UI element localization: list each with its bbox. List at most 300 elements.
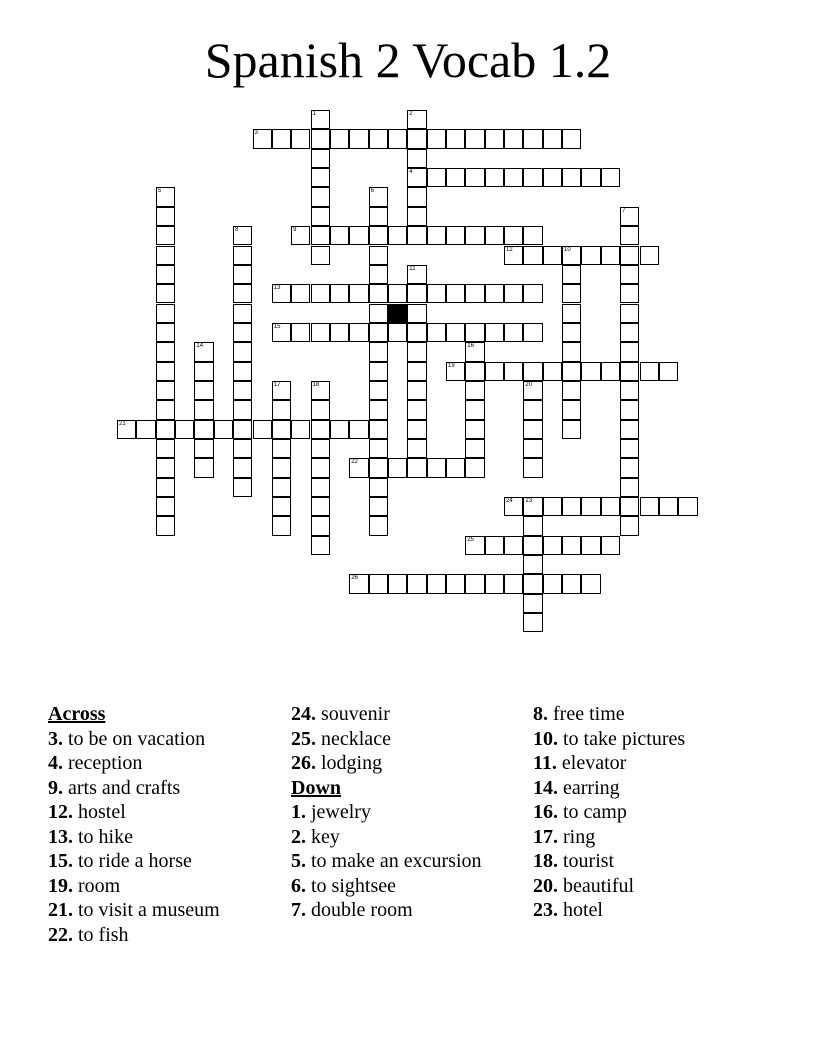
grid-cell[interactable]	[562, 304, 581, 323]
grid-cell[interactable]	[562, 497, 581, 516]
grid-cell[interactable]	[407, 168, 426, 187]
grid-cell[interactable]	[427, 284, 446, 303]
grid-cell[interactable]	[311, 187, 330, 206]
across-clue	[291, 727, 482, 752]
grid-cell[interactable]	[446, 226, 465, 245]
grid-cell[interactable]	[369, 381, 388, 400]
grid-cell[interactable]	[465, 342, 484, 361]
grid-cell[interactable]	[407, 458, 426, 477]
grid-cell[interactable]	[233, 381, 252, 400]
grid-cell[interactable]	[291, 129, 310, 148]
grid-cell[interactable]	[291, 420, 310, 439]
grid-cell[interactable]	[523, 323, 542, 342]
grid-cell[interactable]	[349, 420, 368, 439]
grid-cell[interactable]	[620, 246, 639, 265]
across-clue	[291, 702, 482, 727]
grid-cell[interactable]	[465, 574, 484, 593]
grid-cell[interactable]	[369, 439, 388, 458]
clue-text: to sightsee	[311, 874, 396, 897]
grid-cell[interactable]	[620, 458, 639, 477]
grid-cell[interactable]	[369, 497, 388, 516]
grid-cell[interactable]	[407, 381, 426, 400]
across-clue	[48, 727, 220, 752]
grid-cell[interactable]	[446, 323, 465, 342]
clue-section-heading: Down	[291, 776, 342, 799]
grid-cell[interactable]	[349, 129, 368, 148]
grid-cell[interactable]	[349, 458, 368, 477]
grid-cell[interactable]	[388, 129, 407, 148]
grid-cell[interactable]	[640, 497, 659, 516]
grid-cell[interactable]	[640, 246, 659, 265]
clue-number-label: 16	[467, 343, 474, 350]
grid-cell[interactable]	[620, 342, 639, 361]
grid-cell[interactable]	[659, 362, 678, 381]
clue-number: 12.	[48, 801, 73, 823]
grid-cell[interactable]	[407, 342, 426, 361]
grid-cell[interactable]	[291, 284, 310, 303]
grid-cell[interactable]	[311, 536, 330, 555]
across-clue	[48, 849, 220, 874]
grid-cell[interactable]	[620, 284, 639, 303]
grid-cell[interactable]	[233, 420, 252, 439]
grid-cell[interactable]	[156, 342, 175, 361]
grid-cell[interactable]	[485, 536, 504, 555]
grid-cell[interactable]	[523, 555, 542, 574]
grid-cell[interactable]	[407, 400, 426, 419]
clue-number: 6.	[291, 874, 306, 897]
grid-cell[interactable]	[485, 574, 504, 593]
grid-cell[interactable]	[485, 129, 504, 148]
grid-cell[interactable]	[620, 362, 639, 381]
grid-cell[interactable]	[407, 149, 426, 168]
grid-cell[interactable]	[465, 129, 484, 148]
grid-cell[interactable]	[349, 226, 368, 245]
grid-cell[interactable]	[407, 323, 426, 342]
grid-cell[interactable]	[465, 400, 484, 419]
grid-cell[interactable]	[233, 284, 252, 303]
clue-number-label: 6	[370, 188, 374, 195]
grid-cell[interactable]	[233, 226, 252, 245]
grid-cell[interactable]	[523, 594, 542, 613]
clue-text: key	[311, 825, 340, 848]
grid-cell[interactable]	[543, 246, 562, 265]
grid-cell[interactable]	[311, 478, 330, 497]
clue-column-2	[291, 702, 482, 923]
down-clue	[291, 825, 482, 850]
grid-cell[interactable]	[233, 246, 252, 265]
grid-cell[interactable]	[504, 246, 523, 265]
grid-cell[interactable]	[465, 420, 484, 439]
grid-cell[interactable]	[562, 342, 581, 361]
grid-cell[interactable]	[311, 110, 330, 129]
grid-cell[interactable]	[369, 226, 388, 245]
grid-cell[interactable]	[369, 342, 388, 361]
grid-cell[interactable]	[369, 187, 388, 206]
grid-cell[interactable]	[620, 420, 639, 439]
grid-cell[interactable]	[369, 284, 388, 303]
grid-cell[interactable]	[194, 458, 213, 477]
grid-cell[interactable]	[369, 246, 388, 265]
grid-cell[interactable]	[465, 226, 484, 245]
grid-cell[interactable]	[523, 536, 542, 555]
grid-cell[interactable]	[446, 362, 465, 381]
grid-cell[interactable]	[543, 536, 562, 555]
grid-cell[interactable]	[330, 323, 349, 342]
grid-cell[interactable]	[562, 420, 581, 439]
grid-cell[interactable]	[233, 304, 252, 323]
grid-cell[interactable]	[369, 129, 388, 148]
grid-cell[interactable]	[523, 613, 542, 632]
grid-cell[interactable]	[485, 168, 504, 187]
grid-cell[interactable]	[504, 497, 523, 516]
grid-cell[interactable]	[194, 362, 213, 381]
grid-cell[interactable]	[156, 187, 175, 206]
grid-cell[interactable]	[233, 265, 252, 284]
grid-cell[interactable]	[523, 168, 542, 187]
grid-cell[interactable]	[311, 420, 330, 439]
grid-cell[interactable]	[523, 420, 542, 439]
grid-cell[interactable]	[465, 458, 484, 477]
grid-cell[interactable]	[369, 362, 388, 381]
grid-cell[interactable]	[465, 323, 484, 342]
grid-cell[interactable]	[465, 284, 484, 303]
grid-cell[interactable]	[581, 497, 600, 516]
grid-cell[interactable]	[581, 246, 600, 265]
grid-cell[interactable]	[407, 207, 426, 226]
grid-cell[interactable]	[485, 323, 504, 342]
grid-cell[interactable]	[272, 381, 291, 400]
grid-cell[interactable]	[233, 478, 252, 497]
grid-cell[interactable]	[562, 284, 581, 303]
grid-cell[interactable]	[407, 110, 426, 129]
grid-cell[interactable]	[407, 439, 426, 458]
grid-cell[interactable]	[156, 381, 175, 400]
clue-number-label: 22	[351, 459, 358, 466]
across-clue	[48, 923, 220, 948]
grid-cell[interactable]	[465, 439, 484, 458]
grid-cell[interactable]	[311, 129, 330, 148]
grid-cell[interactable]	[311, 168, 330, 187]
grid-cell[interactable]	[233, 400, 252, 419]
grid-cell[interactable]	[543, 574, 562, 593]
grid-cell[interactable]	[562, 536, 581, 555]
clue-number: 1.	[291, 801, 306, 823]
down-clue	[533, 874, 685, 899]
grid-cell[interactable]	[620, 497, 639, 516]
grid-cell[interactable]	[485, 284, 504, 303]
grid-cell[interactable]	[194, 381, 213, 400]
grid-cell[interactable]	[407, 420, 426, 439]
grid-cell[interactable]	[427, 574, 446, 593]
grid-cell[interactable]	[504, 129, 523, 148]
grid-cell[interactable]	[369, 207, 388, 226]
clue-text: to visit a museum	[78, 899, 220, 921]
grid-cell[interactable]	[272, 129, 291, 148]
grid-cell[interactable]	[407, 362, 426, 381]
grid-cell[interactable]	[620, 516, 639, 535]
grid-cell[interactable]	[233, 362, 252, 381]
grid-cell[interactable]	[349, 284, 368, 303]
grid-cell[interactable]	[369, 458, 388, 477]
grid-cell[interactable]	[388, 458, 407, 477]
grid-cell[interactable]	[465, 362, 484, 381]
grid-cell[interactable]	[523, 400, 542, 419]
clue-text: earring	[563, 776, 620, 799]
across-clue	[48, 776, 220, 801]
grid-cell[interactable]	[156, 458, 175, 477]
down-clue	[291, 800, 482, 825]
grid-cell[interactable]	[194, 439, 213, 458]
grid-cell[interactable]	[465, 536, 484, 555]
grid-cell[interactable]	[543, 497, 562, 516]
grid-cell[interactable]	[523, 381, 542, 400]
grid-cell[interactable]	[233, 323, 252, 342]
grid-cell[interactable]	[291, 323, 310, 342]
across-clue	[48, 874, 220, 899]
grid-cell[interactable]	[465, 381, 484, 400]
grid-cell[interactable]	[427, 226, 446, 245]
grid-cell[interactable]	[233, 439, 252, 458]
grid-cell[interactable]	[678, 497, 697, 516]
clue-number: 17.	[533, 825, 558, 848]
grid-cell[interactable]	[407, 226, 426, 245]
grid-cell[interactable]	[272, 497, 291, 516]
grid-cell[interactable]	[523, 284, 542, 303]
clue-number-label: 8	[235, 227, 239, 234]
grid-cell[interactable]	[311, 149, 330, 168]
grid-cell[interactable]	[156, 439, 175, 458]
grid-cell[interactable]	[407, 284, 426, 303]
grid-cell[interactable]	[407, 574, 426, 593]
grid-cell[interactable]	[581, 574, 600, 593]
grid-cell[interactable]	[601, 497, 620, 516]
grid-cell[interactable]	[523, 574, 542, 593]
grid-cell[interactable]	[427, 458, 446, 477]
grid-cell[interactable]	[311, 323, 330, 342]
grid-cell[interactable]	[136, 420, 155, 439]
grid-cell[interactable]	[156, 362, 175, 381]
grid-cell[interactable]	[388, 226, 407, 245]
clue-number-label: 15	[273, 323, 281, 330]
grid-cell[interactable]	[311, 400, 330, 419]
grid-cell[interactable]	[640, 362, 659, 381]
grid-cell[interactable]	[427, 323, 446, 342]
grid-cell[interactable]	[562, 400, 581, 419]
grid-cell[interactable]	[156, 400, 175, 419]
grid-cell[interactable]	[562, 381, 581, 400]
grid-cell[interactable]	[311, 226, 330, 245]
grid-cell[interactable]	[156, 497, 175, 516]
grid-cell[interactable]	[485, 362, 504, 381]
grid-cell[interactable]	[388, 323, 407, 342]
grid-cell[interactable]	[620, 400, 639, 419]
grid-cell[interactable]	[446, 284, 465, 303]
grid-cell[interactable]	[407, 129, 426, 148]
clue-number-label: 21	[119, 420, 126, 427]
grid-cell[interactable]	[369, 400, 388, 419]
grid-cell[interactable]	[272, 439, 291, 458]
grid-cell[interactable]	[349, 574, 368, 593]
grid-cell[interactable]	[543, 362, 562, 381]
grid-cell[interactable]	[388, 574, 407, 593]
grid-cell[interactable]	[272, 420, 291, 439]
grid-cell[interactable]	[446, 129, 465, 148]
clue-number: 25.	[291, 727, 316, 750]
grid-cell[interactable]	[311, 284, 330, 303]
grid-cell[interactable]	[272, 478, 291, 497]
grid-cell[interactable]	[620, 478, 639, 497]
grid-cell[interactable]	[311, 207, 330, 226]
grid-cell[interactable]	[562, 574, 581, 593]
grid-cell[interactable]	[272, 284, 291, 303]
grid-cell[interactable]	[601, 168, 620, 187]
grid-cell[interactable]	[523, 458, 542, 477]
grid-cell[interactable]	[620, 323, 639, 342]
grid-cell[interactable]	[369, 478, 388, 497]
across-clue	[48, 800, 220, 825]
grid-cell[interactable]	[369, 323, 388, 342]
down-clue	[291, 874, 482, 899]
grid-cell[interactable]	[523, 246, 542, 265]
grid-cell[interactable]	[504, 284, 523, 303]
grid-cell[interactable]	[523, 362, 542, 381]
clue-number-label: 4	[409, 169, 413, 176]
grid-cell[interactable]	[465, 168, 484, 187]
grid-cell[interactable]	[311, 497, 330, 516]
grid-cell[interactable]	[272, 400, 291, 419]
clue-number: 16.	[533, 801, 558, 823]
grid-cell[interactable]	[523, 226, 542, 245]
grid-cell[interactable]	[156, 265, 175, 284]
grid-cell[interactable]	[523, 516, 542, 535]
grid-cell[interactable]	[156, 420, 175, 439]
grid-cell[interactable]	[311, 458, 330, 477]
grid-cell[interactable]	[291, 226, 310, 245]
grid-cell[interactable]	[562, 129, 581, 148]
grid-cell[interactable]	[388, 284, 407, 303]
grid-cell[interactable]	[581, 168, 600, 187]
grid-cell[interactable]	[272, 458, 291, 477]
grid-cell[interactable]	[272, 323, 291, 342]
grid-cell[interactable]	[446, 168, 465, 187]
grid-cell[interactable]	[349, 323, 368, 342]
grid-cell[interactable]	[156, 516, 175, 535]
grid-cell[interactable]	[581, 536, 600, 555]
grid-cell[interactable]	[369, 304, 388, 323]
grid-cell[interactable]	[311, 439, 330, 458]
grid-cell[interactable]	[369, 574, 388, 593]
grid-cell[interactable]	[620, 304, 639, 323]
grid-cell[interactable]	[311, 381, 330, 400]
grid-cell[interactable]	[407, 304, 426, 323]
grid-cell[interactable]	[543, 168, 562, 187]
grid-cell[interactable]	[194, 342, 213, 361]
grid-cell[interactable]	[523, 439, 542, 458]
clue-text: arts and crafts	[68, 776, 181, 799]
grid-cell[interactable]	[214, 420, 233, 439]
grid-cell[interactable]	[369, 265, 388, 284]
clue-number: 5.	[291, 850, 306, 872]
grid-cell[interactable]	[620, 207, 639, 226]
grid-cell[interactable]	[446, 458, 465, 477]
grid-cell[interactable]	[156, 304, 175, 323]
grid-cell[interactable]	[601, 246, 620, 265]
grid-cell[interactable]	[562, 168, 581, 187]
grid-cell[interactable]	[504, 168, 523, 187]
clue-number-label: 2	[409, 111, 413, 117]
grid-cell[interactable]	[194, 420, 213, 439]
grid-cell[interactable]	[311, 516, 330, 535]
clue-text: to ride a horse	[78, 850, 192, 872]
down-clue	[291, 849, 482, 874]
grid-cell[interactable]	[523, 129, 542, 148]
clue-number: 10.	[533, 727, 558, 750]
grid-cell[interactable]	[543, 129, 562, 148]
grid-cell[interactable]	[311, 246, 330, 265]
grid-cell[interactable]	[601, 536, 620, 555]
grid-cell[interactable]	[620, 439, 639, 458]
grid-cell[interactable]	[620, 226, 639, 245]
clue-text: lodging	[321, 752, 383, 774]
grid-cell[interactable]	[156, 478, 175, 497]
grid-cell[interactable]	[485, 226, 504, 245]
grid-cell[interactable]	[407, 187, 426, 206]
grid-cell[interactable]	[369, 420, 388, 439]
grid-cell[interactable]	[330, 284, 349, 303]
grid-cell[interactable]	[504, 536, 523, 555]
grid-cell[interactable]	[156, 246, 175, 265]
grid-cell[interactable]	[233, 458, 252, 477]
grid-cell[interactable]	[156, 207, 175, 226]
grid-cell[interactable]	[446, 574, 465, 593]
grid-cell[interactable]	[562, 265, 581, 284]
grid-cell[interactable]	[504, 226, 523, 245]
grid-cell[interactable]	[253, 420, 272, 439]
grid-cell[interactable]	[504, 574, 523, 593]
grid-cell[interactable]	[427, 168, 446, 187]
grid-cell[interactable]	[407, 265, 426, 284]
grid-cell[interactable]	[562, 362, 581, 381]
clue-number: 15.	[48, 850, 73, 872]
clue-text: to camp	[563, 801, 627, 823]
grid-cell[interactable]	[620, 381, 639, 400]
grid-cell[interactable]	[272, 516, 291, 535]
grid-cell[interactable]	[427, 129, 446, 148]
grid-cell[interactable]	[562, 246, 581, 265]
grid-cell[interactable]	[330, 129, 349, 148]
grid-cell[interactable]	[330, 420, 349, 439]
grid-cell[interactable]	[504, 323, 523, 342]
grid-cell[interactable]	[117, 420, 136, 439]
across-clue	[291, 751, 482, 776]
grid-cell[interactable]	[581, 362, 600, 381]
grid-cell[interactable]	[175, 420, 194, 439]
grid-cell[interactable]	[156, 323, 175, 342]
grid-cell[interactable]	[253, 129, 272, 148]
grid-cell[interactable]	[194, 400, 213, 419]
grid-cell[interactable]	[330, 226, 349, 245]
grid-cell[interactable]	[620, 265, 639, 284]
grid-cell[interactable]	[659, 497, 678, 516]
grid-cell[interactable]	[156, 226, 175, 245]
grid-cell[interactable]	[523, 497, 542, 516]
grid-cell[interactable]	[504, 362, 523, 381]
grid-cell[interactable]	[369, 516, 388, 535]
grid-cell[interactable]	[156, 284, 175, 303]
grid-cell[interactable]	[562, 323, 581, 342]
grid-cell[interactable]	[601, 362, 620, 381]
grid-cell[interactable]	[233, 342, 252, 361]
